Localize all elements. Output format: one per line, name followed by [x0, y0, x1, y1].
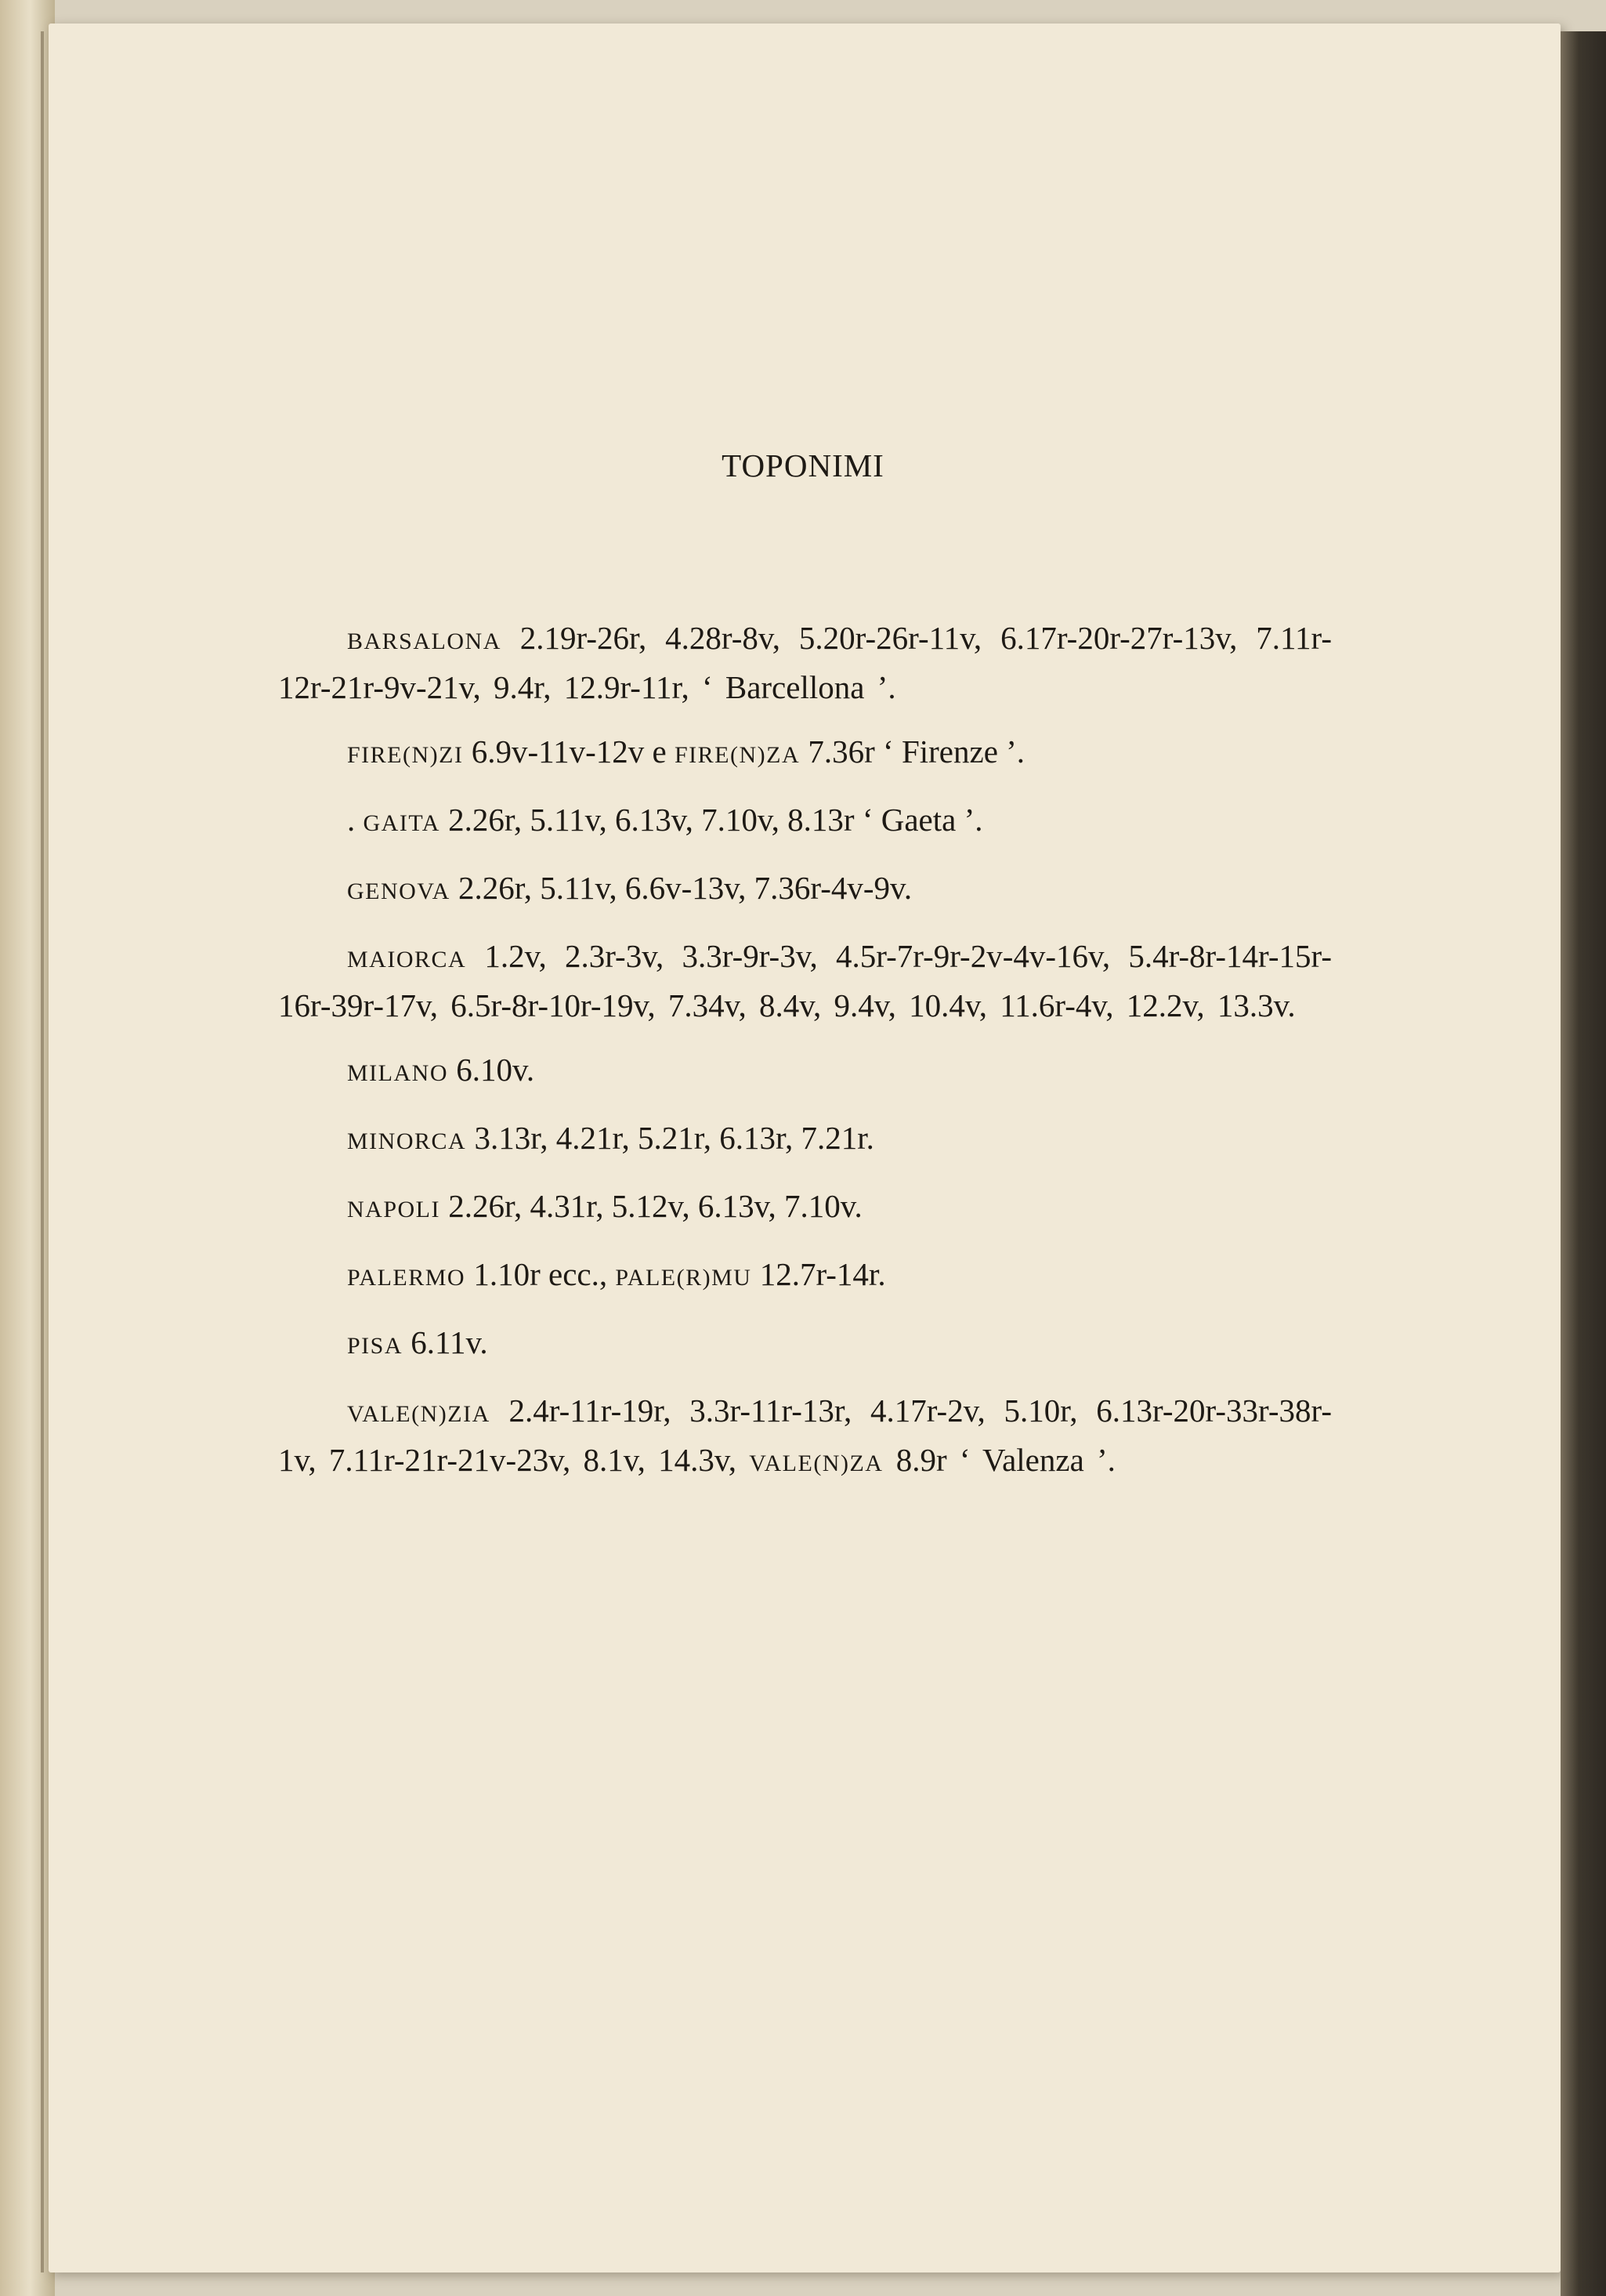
entry-headword: FIRE(N)ZI — [347, 742, 464, 768]
index-entry-minorca — [278, 1115, 1332, 1164]
entry-variant-references: 7.36r — [808, 733, 875, 770]
entry-references: 2.26r, 5.11v, 6.6v-13v, 7.36r-4v-9v. — [458, 870, 913, 906]
entry-references: 2.26r, 4.31r, 5.12v, 6.13v, 7.10v. — [448, 1188, 863, 1224]
entry-headword: MAIORCA — [347, 947, 467, 972]
entry-variant-references: 12.7r-14r. — [759, 1256, 886, 1292]
entry-references: 2.26r, 5.11v, 6.13v, 7.10v, 8.13r — [448, 802, 855, 838]
entry-headword: NAPOLI — [347, 1197, 440, 1222]
entry-prefix-mark: . — [347, 802, 356, 838]
place-name-index — [278, 615, 1332, 1505]
entry-headword: BARSALONA — [347, 628, 501, 654]
entry-headword: GENOVA — [347, 878, 450, 904]
entry-variant-references: 8.9r — [895, 1442, 947, 1478]
index-entry-barsalona — [278, 615, 1332, 710]
index-entry-firenzi — [278, 729, 1332, 778]
entry-gloss: ‘ Firenze ’. — [883, 733, 1025, 770]
page-title: TOPONIMI — [722, 447, 884, 483]
entry-gloss: ‘ Gaeta ’. — [862, 802, 983, 838]
index-entry-valenzia — [278, 1388, 1332, 1487]
page-edge-shadow — [1561, 31, 1606, 2296]
entry-headword: GAITA — [363, 810, 440, 836]
entry-references: 2.4r-11r-19r, 3.3r-11r-13r, 4.17r-2v, 5.10r, 6.13r-20r-33r-38r-1v, 7.11r-21r-21v-23v, 8.1v, 14.3v, — [278, 1392, 1333, 1478]
entry-references: 1.2v, 2.3r-3v, 3.3r-9r-3v, 4.5r-7r-9r-2v-4v-16v, 5.4r-8r-14r-15r-16r-39r-17v, 6.5r-8r-10r-19v, 7.34v, 8.4v, 9.4v, 10.4v, 11.6r-4v, 12.2v, 13.3v. — [278, 938, 1333, 1023]
entry-headword: MINORCA — [347, 1128, 467, 1154]
entry-headword: MILANO — [347, 1060, 448, 1086]
spine-binding-edge — [41, 31, 44, 2272]
entry-variant: VALE(N)ZA — [749, 1450, 884, 1476]
entry-connector: e — [652, 733, 667, 770]
entry-references: 1.10r ecc., — [473, 1256, 608, 1292]
index-entry-genova — [278, 865, 1332, 914]
entry-variant: FIRE(N)ZA — [674, 742, 801, 768]
entry-references: 6.9v-11v-12v — [471, 733, 645, 770]
entry-references: 2.19r-26r, 4.28r-8v, 5.20r-26r-11v, 6.17r-20r-27r-13v, 7.11r-12r-21r-9v-21v, 9.4r, 12.9r-11r, — [278, 620, 1332, 705]
entry-references: 6.10v. — [456, 1052, 535, 1088]
entry-headword: VALE(N)ZIA — [347, 1401, 490, 1427]
entry-variant: PALE(R)MU — [615, 1265, 752, 1291]
entry-headword: PISA — [347, 1333, 403, 1359]
index-entry-milano — [278, 1047, 1332, 1096]
index-entry-napoli — [278, 1183, 1332, 1233]
index-entry-gaita — [278, 797, 1332, 846]
entry-references: 3.13r, 4.21r, 5.21r, 6.13r, 7.21r. — [474, 1120, 874, 1156]
index-entry-pisa — [278, 1320, 1332, 1369]
entry-headword: PALERMO — [347, 1265, 466, 1291]
book-spine — [0, 0, 55, 2296]
entry-references: 6.11v. — [411, 1324, 488, 1360]
entry-gloss: ‘ Valenza ’. — [959, 1442, 1116, 1478]
entry-gloss: ‘ Barcellona ’. — [701, 669, 896, 705]
index-entry-maiorca — [278, 933, 1332, 1028]
index-entry-palermo — [278, 1251, 1332, 1301]
